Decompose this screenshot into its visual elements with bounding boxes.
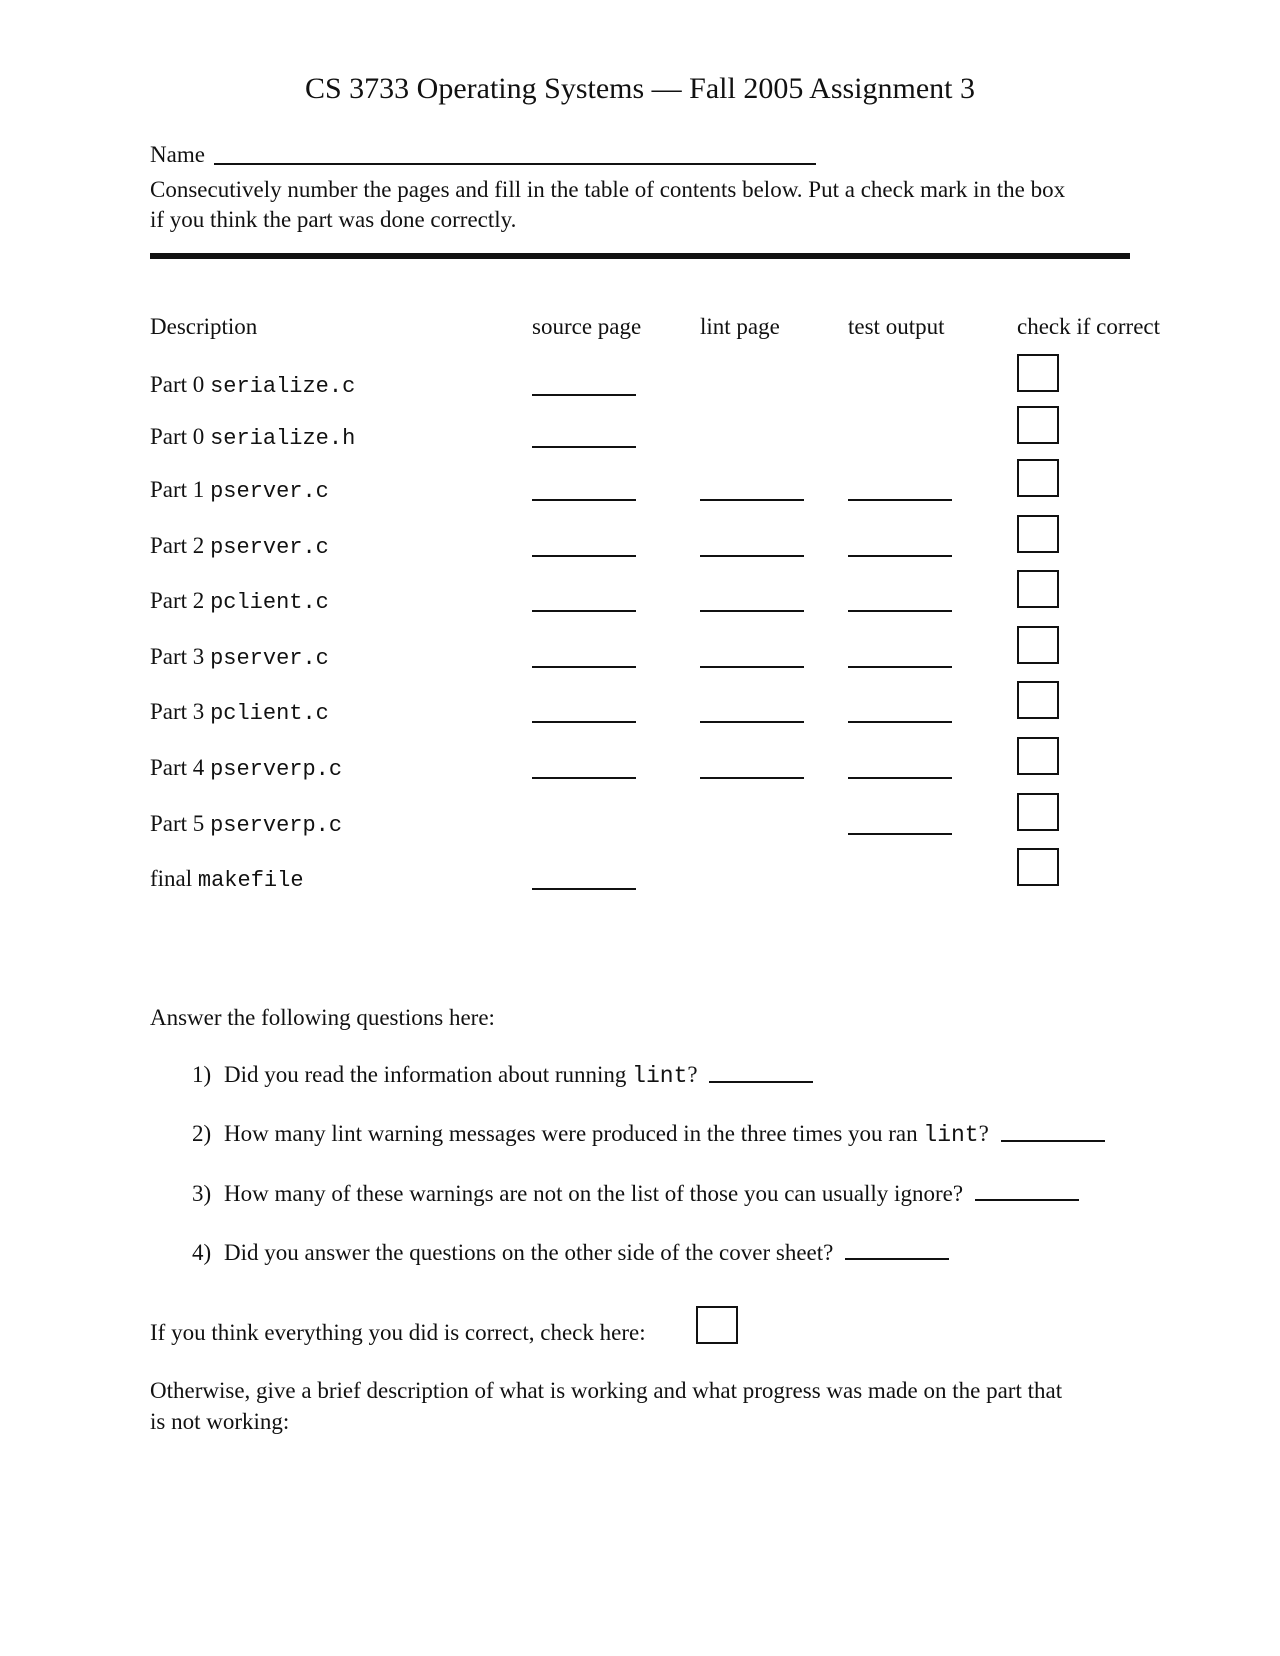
check-if-correct-checkbox[interactable]	[1017, 681, 1059, 719]
question-1-answer-blank[interactable]	[709, 1081, 813, 1083]
row-part-label: Part 0	[150, 424, 205, 449]
question-4-answer-blank[interactable]	[845, 1258, 949, 1260]
header-description: Description	[150, 314, 258, 339]
question-1-code: lint	[632, 1063, 688, 1089]
table-row-label	[150, 477, 329, 504]
table-row-label	[150, 755, 342, 782]
source-page-blank[interactable]	[532, 610, 636, 612]
question-2-answer-blank[interactable]	[1001, 1140, 1105, 1142]
check-if-correct-checkbox[interactable]	[1017, 848, 1059, 886]
source-page-blank[interactable]	[532, 888, 636, 890]
check-if-correct-checkbox[interactable]	[1017, 737, 1059, 775]
table-row-label	[150, 866, 304, 893]
lint-page-blank[interactable]	[700, 777, 804, 779]
source-page-blank[interactable]	[532, 721, 636, 723]
questions-intro: Answer the following questions here:	[150, 1005, 495, 1030]
otherwise-line-1: Otherwise, give a brief description of what is working and what progress was made on the part that	[150, 1378, 1063, 1403]
lint-page-blank[interactable]	[700, 499, 804, 501]
header-test-output: test output	[848, 314, 945, 339]
test-page-blank[interactable]	[848, 499, 952, 501]
divider-rule	[150, 253, 1130, 259]
page-title: CS 3733 Operating Systems — Fall 2005 Assignment 3	[304, 72, 976, 105]
table-row-label	[150, 424, 355, 451]
question-1	[192, 1062, 813, 1089]
row-part-label: Part 5	[150, 811, 205, 836]
question-4-number: 4)	[192, 1240, 212, 1265]
question-4-text: Did you answer the questions on the other side of the cover sheet?	[224, 1240, 834, 1265]
question-2-code: lint	[923, 1122, 979, 1148]
row-file-name: serialize.c	[210, 374, 356, 399]
row-file-name: pclient.c	[210, 701, 329, 726]
source-page-blank[interactable]	[532, 446, 636, 448]
question-3	[192, 1181, 1079, 1207]
question-1-suffix: ?	[687, 1062, 698, 1087]
lint-page-blank[interactable]	[700, 555, 804, 557]
table-row-label	[150, 372, 355, 399]
row-file-name: pserver.c	[210, 535, 329, 560]
table-row-label	[150, 533, 329, 560]
name-field[interactable]	[214, 163, 816, 165]
question-3-text: How many of these warnings are not on the list of those you can usually ignore?	[224, 1181, 964, 1206]
header-lint-page: lint page	[700, 314, 780, 339]
row-part-label: Part 2	[150, 533, 205, 558]
check-if-correct-checkbox[interactable]	[1017, 459, 1059, 497]
check-if-correct-checkbox[interactable]	[1017, 406, 1059, 444]
header-source-page: source page	[532, 314, 642, 339]
source-page-blank[interactable]	[532, 666, 636, 668]
test-page-blank[interactable]	[848, 777, 952, 779]
row-part-label: Part 3	[150, 644, 205, 669]
lint-page-blank[interactable]	[700, 610, 804, 612]
table-row-label	[150, 644, 329, 671]
name-label: Name	[150, 142, 205, 167]
table-row-label	[150, 588, 329, 615]
everything-correct-checkbox[interactable]	[696, 1306, 738, 1344]
check-if-correct-checkbox[interactable]	[1017, 626, 1059, 664]
check-if-correct-checkbox[interactable]	[1017, 570, 1059, 608]
source-page-blank[interactable]	[532, 394, 636, 396]
source-page-blank[interactable]	[532, 555, 636, 557]
question-2	[192, 1121, 1105, 1148]
row-part-label: Part 4	[150, 755, 205, 780]
everything-correct-label: If you think everything you did is correct, check here:	[150, 1320, 646, 1345]
row-part-label: Part 3	[150, 699, 205, 724]
question-3-answer-blank[interactable]	[975, 1199, 1079, 1201]
row-file-name: serialize.h	[210, 426, 356, 451]
table-row-label	[150, 811, 342, 838]
otherwise-line-2: is not working:	[150, 1409, 290, 1434]
row-part-label: Part 1	[150, 477, 205, 502]
lint-page-blank[interactable]	[700, 666, 804, 668]
instructions-line-2: if you think the part was done correctly.	[150, 207, 517, 232]
source-page-blank[interactable]	[532, 499, 636, 501]
test-page-blank[interactable]	[848, 610, 952, 612]
source-page-blank[interactable]	[532, 777, 636, 779]
test-page-blank[interactable]	[848, 666, 952, 668]
question-1-number: 1)	[192, 1062, 212, 1087]
row-file-name: pserver.c	[210, 479, 329, 504]
check-if-correct-checkbox[interactable]	[1017, 354, 1059, 392]
check-if-correct-checkbox[interactable]	[1017, 793, 1059, 831]
lint-page-blank[interactable]	[700, 721, 804, 723]
question-4	[192, 1240, 949, 1266]
question-3-number: 3)	[192, 1181, 212, 1206]
row-part-label: final	[150, 866, 193, 891]
row-file-name: pserver.c	[210, 646, 329, 671]
question-2-number: 2)	[192, 1121, 212, 1146]
row-part-label: Part 2	[150, 588, 205, 613]
instructions-line-1: Consecutively number the pages and fill in the table of contents below. Put a check mark in the box	[150, 177, 1066, 202]
test-page-blank[interactable]	[848, 555, 952, 557]
row-file-name: pserverp.c	[210, 813, 343, 838]
test-page-blank[interactable]	[848, 833, 952, 835]
question-2-text: How many lint warning messages were produced in the three times you ran	[224, 1121, 924, 1146]
header-check-if-correct: check if correct	[1017, 314, 1161, 339]
question-2-suffix: ?	[978, 1121, 989, 1146]
question-1-text: Did you read the information about running	[224, 1062, 633, 1087]
row-file-name: pclient.c	[210, 590, 329, 615]
row-file-name: makefile	[197, 868, 304, 893]
row-part-label: Part 0	[150, 372, 205, 397]
test-page-blank[interactable]	[848, 721, 952, 723]
check-if-correct-checkbox[interactable]	[1017, 515, 1059, 553]
table-row-label	[150, 699, 329, 726]
row-file-name: pserverp.c	[210, 757, 343, 782]
